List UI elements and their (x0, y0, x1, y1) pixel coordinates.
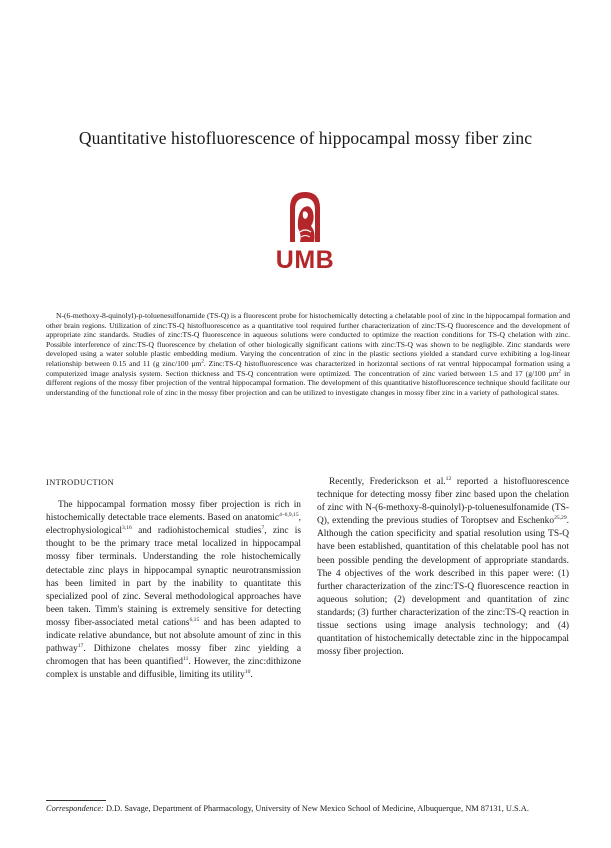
section-heading-introduction: INTRODUCTION (46, 478, 115, 487)
abstract-sup-1: 2 (201, 359, 204, 365)
citation: 25,29 (554, 515, 567, 522)
paper-title: Quantitative histofluorescence of hippocampal mossy fiber zinc (78, 128, 533, 148)
text-run: . (250, 670, 253, 681)
text-run: The hippocampal formation mossy fiber projection is rich in histochemically detectable trace elements. Based on anatomic (46, 500, 301, 524)
text-run: , electrophysiological (46, 513, 301, 537)
text-run: reported a histofluorescence technique for detecting mossy fiber zinc based upon the chelation of zinc with N-(6-methoxy-8-quinolyl)-p-toluenesulfonamide (TS-Q), extending the previous studies of Toroptsev and Eschenko (317, 477, 569, 527)
text-run: Recently, Frederickson et al. (329, 477, 446, 487)
citation: 6,15 (189, 616, 200, 623)
umb-seal-icon (270, 188, 340, 246)
left-column (46, 476, 301, 682)
footnote-text: D.D. Savage, Department of Pharmacology, University of New Mexico School of Medicine, Albuquerque, NM 87131, U.S.A. (103, 804, 529, 813)
abstract-sup-2: 2 (558, 369, 562, 375)
text-run: . Dithizone chelates mossy fiber zinc yielding a chromogen that has been quantified (46, 644, 301, 668)
text-run: , zinc is thought to be the primary trace metal localized in hippocampal mossy fiber terminals. Understanding the role histochemically detectable zinc plays in hippocampal synaptic neurotransmission has been limited in part by the inability to quantitate this specialized pool of zinc. Several methodological approaches have been taken. Timm's staining is extremely sensitive for detecting mossy fiber-associated metal cations (46, 526, 301, 628)
citation: 10 (244, 669, 251, 676)
abstract (46, 311, 570, 397)
footnote-label: Correspondence: (46, 804, 104, 813)
umb-logo (270, 188, 340, 278)
text-run: . Although the cation specificity and spatial resolution using TS-Q have been established, quantitation of this chelatable pool has not been possible pending the development of appropriate standards. The 4 objectives of the work described in this paper were: (1) further characterization of the zinc:TS-Q fluorescence reaction in aqueous solution; (2) development and quantitation of zinc standards; (3) further characterization of the zinc:TS-Q reaction in tissue sections using image analysis technology; and (4) quantitation of histochemically detectable zinc in the hippocampal mossy fiber projection. (317, 516, 569, 658)
logo-text: UMB (275, 246, 335, 274)
correspondence-footnote (46, 804, 570, 815)
text-run: and has been adapted to indicate relative abundance, but not absolute amount of zinc in this pathway (46, 617, 301, 655)
footnote-divider (46, 800, 106, 801)
citation: 11 (182, 656, 189, 663)
abstract-part-3: in different regions of the mossy fiber projection of the ventral hippocampal formation. The development of this quantitative histofluorescence technique should facilitate our understanding of the functional role of zinc in the mossy fiber projection and can be utilized to investigate changes in mossy fiber zinc in a variety of pathological states. (46, 368, 571, 397)
right-column (317, 476, 569, 659)
text-run: . However, the zinc:dithizone complex is unstable and diffusible, limiting its utility (46, 657, 302, 681)
intro-paragraph-1 (46, 499, 301, 682)
abstract-unit-1: μm (191, 358, 202, 368)
intro-paragraph-2 (317, 476, 569, 659)
abstract-part-1: N-(6-methoxy-8-quinolyl)-p-toluenesulfonamide (TS-Q) is a fluorescent probe for histochemically detecting a chelatable pool of zinc in the hippocampal formation and other brain regions. Utilization of zinc:TS-Q histofluorescence as a quantitative tool required further characterization of zinc:TS-Q fluorescence and the development of appropriate zinc standards. Studies of zinc:TS-Q fluorescence in aqueous solutions were conducted to optimize the reaction conditions for TS-Q chelation with zinc. Possible interference of zinc:TS-Q fluorescence by chelation of other biologically significant cations with zinc:TS-Q was shown to be negligible. Zinc standards were developed using a water soluble plastic embedding medium. Varying the concentration of zinc in the plastic sections yielded a standard curve exhibiting a log-linear relationship between 0.15 and 11 (g zinc/100 (46, 311, 570, 368)
citation: 17 (77, 643, 84, 649)
citation: 7 (261, 525, 265, 532)
abstract-unit-2: μm (548, 368, 559, 378)
citation: 3,16 (122, 525, 132, 532)
citation: 4–6,9,15 (279, 512, 299, 519)
abstract-part-2: . Zinc:TS-Q histofluorescence was characterized in horizontal sections of rat ventral hippocampal formation using a computerized image analysis system. Section thickness and TS-Q concentration were optimized. The concentration of zinc varied between 1.5 and 17 (g/100 (46, 358, 570, 378)
text-run: and radiohistochemical studies (131, 526, 262, 537)
citation: 12 (445, 475, 452, 482)
